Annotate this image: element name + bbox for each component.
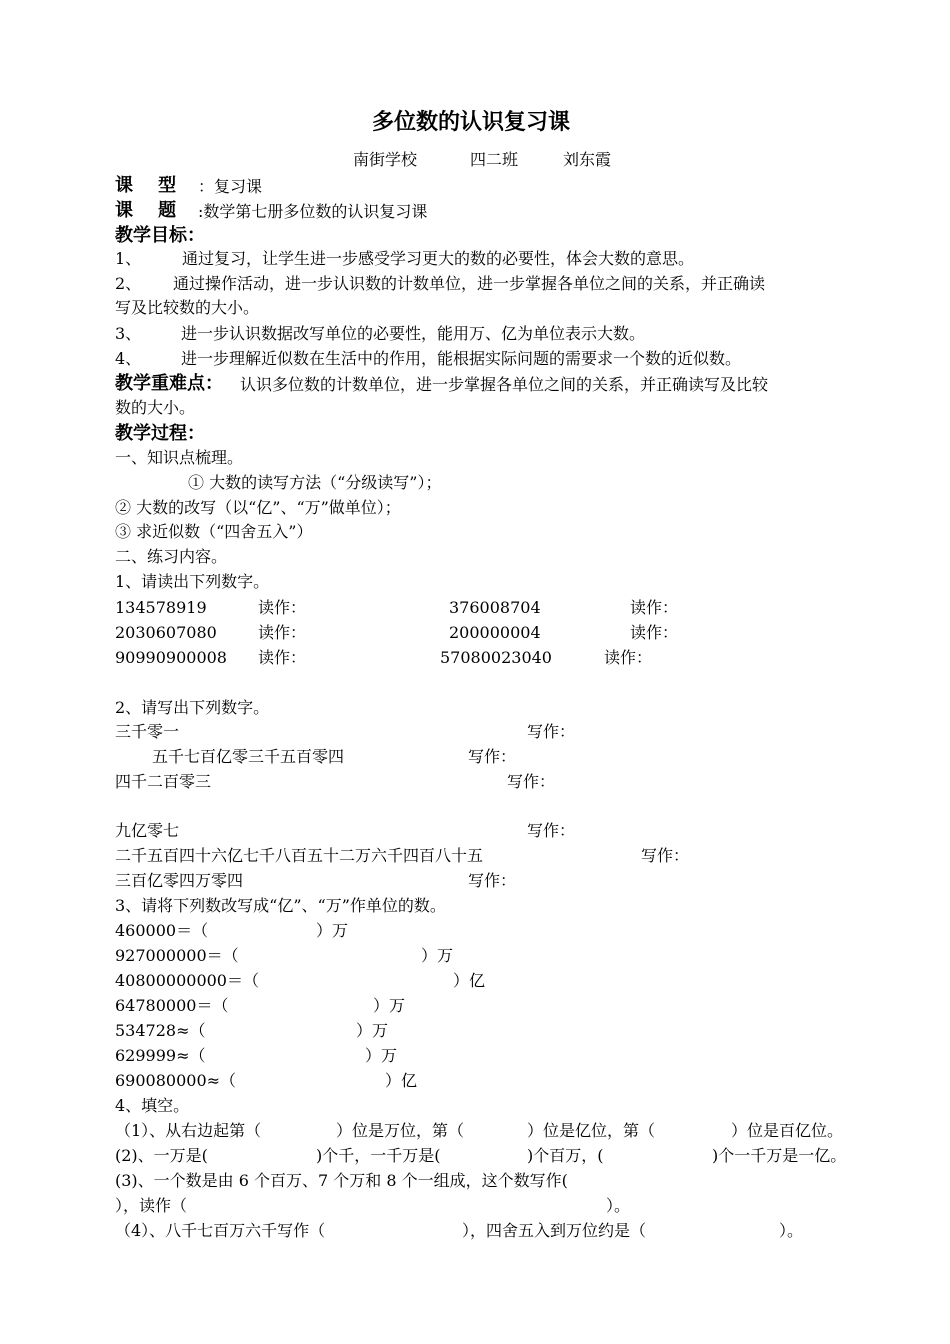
q3-row4-unit: ）万 [373, 996, 406, 1015]
q3-row1-unit: ）万 [316, 921, 349, 940]
q1-heading: 1、请读出下列数字。 [115, 572, 270, 591]
q2-row4-text: 九亿零七 [115, 821, 180, 840]
q1-row1-number-a: 134578919 [115, 598, 207, 617]
q4-line2-d: )个一千万是一亿。 [712, 1146, 847, 1165]
q4-line4-b: ）。 [606, 1196, 631, 1215]
byline-class: 四二班 [470, 150, 519, 169]
q1-row3-number-b: 57080023040 [440, 648, 552, 667]
q4-heading: 4、填空。 [115, 1096, 190, 1115]
q3-row4-left: 64780000＝（ [115, 996, 229, 1015]
q2-row1-text: 三千零一 [115, 722, 180, 741]
q2-row3-text: 四千二百零三 [115, 772, 212, 791]
key-text-2: 数的大小。 [115, 398, 196, 417]
q3-row3-left: 40800000000＝（ [115, 971, 259, 990]
goal-3-text: 进一步认识数据改写单位的必要性，能用万、亿为单位表示大数。 [181, 324, 646, 343]
q3-row3-unit: ）亿 [453, 971, 486, 990]
q2-row5-text: 二千五百四十六亿七千八百五十二万六千四百八十五 [115, 846, 484, 865]
q1-row2-read-a: 读作： [258, 623, 307, 642]
byline-teacher: 刘东霞 [563, 150, 612, 169]
q4-line1-d: ）位是百亿位。 [731, 1121, 844, 1140]
q4-line1-c: ）位是亿位，第（ [527, 1121, 656, 1140]
q1-row1-read-b: 读作： [630, 598, 679, 617]
q2-row6-write: 写作： [468, 871, 517, 890]
q3-row6-unit: ）万 [365, 1046, 398, 1065]
q3-row2-left: 927000000＝（ [115, 946, 239, 965]
q1-row2-number-b: 200000004 [449, 623, 541, 642]
doc-title: 多位数的认识复习课 [372, 110, 571, 135]
q3-row7-unit: ）亿 [385, 1071, 418, 1090]
q1-row1-number-b: 376008704 [449, 598, 541, 617]
q2-row4-write: 写作： [527, 821, 576, 840]
q1-row2-read-b: 读作： [630, 623, 679, 642]
key-text-1: 认识多位数的计数单位，进一步掌握各单位之间的关系，并正确读写及比较 [240, 375, 769, 394]
goal-1-text: 通过复习，让学生进一步感受学习更大的数的必要性，体会大数的意思。 [182, 249, 695, 268]
q4-line1-b: ）位是万位，第（ [336, 1121, 465, 1140]
q3-row7-left: 690080000≈（ [115, 1071, 237, 1090]
q2-row1-write: 写作： [527, 722, 576, 741]
process-heading: 教学过程： [115, 423, 205, 444]
q3-row5-left: 534728≈（ [115, 1021, 206, 1040]
topic-value: :数学第七册多位数的认识复习课 [198, 202, 428, 221]
q2-row3-write: 写作： [507, 772, 556, 791]
q1-row3-number-a: 90990900008 [115, 648, 227, 667]
q4-line2-c: )个百万，( [527, 1146, 604, 1165]
type-label: 课 型 [115, 175, 177, 196]
q2-row6-text: 三百亿零四万零四 [115, 871, 244, 890]
q3-row2-unit: ）万 [421, 946, 454, 965]
q3-row5-unit: ）万 [356, 1021, 389, 1040]
q2-heading: 2、请写出下列数字。 [115, 698, 270, 717]
q4-line1-a: （1）、从右边起第（ [115, 1121, 262, 1140]
goal-2-text-cont: 写及比较数的大小。 [115, 298, 260, 317]
goal-3-num: 3、 [115, 324, 142, 343]
q4-line2-a: (2)、一万是( [115, 1146, 208, 1165]
q1-row3-read-a: 读作： [258, 648, 307, 667]
key-heading: 教学重难点： [115, 373, 223, 394]
goal-2-num: 2、 [115, 274, 142, 293]
topic-label: 课 题 [115, 200, 177, 221]
byline-school: 南街学校 [353, 150, 418, 169]
goal-2-text: 通过操作活动，进一步认识数的计数单位，进一步掌握各单位之间的关系，并正确读 [173, 274, 766, 293]
section-2-heading: 二、练习内容。 [115, 547, 228, 566]
q4-line2-b: )个千，一千万是( [316, 1146, 441, 1165]
q2-row5-write: 写作： [641, 846, 690, 865]
goals-heading: 教学目标： [115, 225, 205, 246]
q4-line3: (3)、一个数是由 6 个百万、7 个万和 8 个一组成，这个数写作( [115, 1171, 568, 1190]
type-value: ：复习课 [198, 177, 263, 196]
point-2: ② 大数的改写（以“亿”、“万”做单位）； [115, 498, 401, 517]
q4-line5-c: ）。 [779, 1221, 804, 1240]
q3-row1-left: 460000＝（ [115, 921, 209, 940]
section-1-heading: 一、知识点梳理。 [115, 448, 244, 467]
q1-row3-read-b: 读作： [604, 648, 653, 667]
goal-4-text: 进一步理解近似数在生活中的作用，能根据实际问题的需要求一个数的近似数。 [181, 349, 742, 368]
q2-row2-write: 写作： [468, 747, 517, 766]
goal-1-num: 1、 [115, 249, 142, 268]
goal-4-num: 4、 [115, 349, 142, 368]
q4-line5-a: （4）、八千七百万六千写作（ [115, 1221, 326, 1240]
q3-row6-left: 629999≈（ [115, 1046, 206, 1065]
q2-row2-text: 五千七百亿零三千五百零四 [152, 747, 345, 766]
q4-line4-a: ），读作（ [115, 1196, 188, 1215]
q1-row1-read-a: 读作： [258, 598, 307, 617]
point-3: ③ 求近似数（“四舍五入”） [115, 522, 313, 541]
q4-line5-b: ），四舍五入到万位约是（ [462, 1221, 647, 1240]
point-1: ① 大数的读写方法（“分级读写”）； [188, 473, 442, 492]
q1-row2-number-a: 2030607080 [115, 623, 217, 642]
q3-heading: 3、请将下列数改写成“亿”、“万”作单位的数。 [115, 896, 446, 915]
